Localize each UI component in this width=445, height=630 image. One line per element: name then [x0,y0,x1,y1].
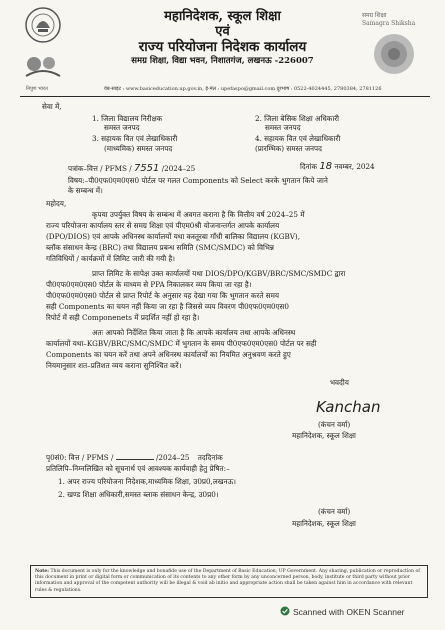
address-item-2-sub: समस्त जनपद [265,123,301,132]
header-contact: वेब-साइट : www.basiceducation.up.gov.in, ई-मेल : upefaspo@gmail.com दूरभाष : 0522-4024445, 2780384, 2781126 [104,86,382,92]
para2-line: रिपोर्ट में सही Componenets में प्रदर्शित नहीं हो रहा है। [46,313,200,322]
para1-line: ब्लॉक संसाधन केन्द्र (BRC) तथा विद्यालय प्रबन्ध समिति (SMC/SMDC) को विभिन्न [46,243,274,252]
para1-line: (DPO/DIOS) एवं आपके अधिनस्थ कार्यालयों यथा कस्तूरबा गाँधी बालिका विद्यालय (KGBV), [46,232,301,241]
address-item-2: 2. जिला बेसिक शिक्षा अधिकारी [255,114,339,123]
copy-number-blank [116,459,154,460]
footer-note-text: This document is only for the knowledge and bonafide use of the Department of Basic Education, UP Government. Any sharing, publication or reproduction of this document in print or digital form or communication of its contents to any other form by any unconcerned person, body, institute or third party without prior information and approval of the competent authority will be illegal & void ab initio and appropriate action shall be taken against him in accordance with relevant rules & regulations. [35,569,420,593]
para1-line: राज्य परियोजना कार्यालय स्तर से समग्र शिक्षा एवं पीएम0श्री योजनान्तर्गत आपके कार्यालय [46,221,280,230]
subject-line-1: विषय:–पी0एफ0एम0एस0 पोर्टल पर गलत Components को Select करके भुगतान किये जाने [68,176,328,185]
para3-line: Components का चयन करें तथा अपने अधिनस्थ कार्यालयों का नियमित अनुश्रवण करते हुए [46,350,291,359]
para1-line: कृपया उपर्युक्त विषय के सम्बन्ध में अवगत कराना है कि वित्तीय वर्ष 2024–25 में [92,210,305,219]
signature1-title: महानिदेशक, स्कूल शिक्षा [292,431,356,440]
letter-date-label: दिनांक [300,162,318,171]
copy-number-suffix: /2024–25 [156,453,190,462]
footer-note [30,565,428,598]
para3-line: नियमानुसार शत–प्रतिशत व्यय कराना सुनिश्चित करें। [46,361,182,370]
handwritten-signature: Kanchan [316,398,381,416]
copy-number [46,453,223,463]
letter-number-prefix: पत्रांक–वित्त / PFMS / [68,164,132,173]
subject-line-2: के सम्बन्ध में। [68,186,103,195]
copy-intro: प्रतिलिपि–निम्नलिखित को सूचनार्थ एवं आवश्यक कार्यवाही हेतु प्रेषित:– [46,464,230,473]
letter-date-rest: नवम्बर, 2024 [334,162,375,171]
signature2-name: (कंचन वर्मा) [318,507,351,516]
header-address: समग्र शिक्षा, विद्या भवन, निशातगंज, लखनऊ -226007 [131,56,314,66]
signature1-name: (कंचन वर्मा) [318,420,351,429]
para3-line: अतः आपको निर्देशित किया जाता है कि आपके कार्यालय तथा आपके अधिनस्थ [92,328,296,337]
scanner-label: Scanned with OKEN Scanner [293,607,405,617]
copy-date-label: तददिनांक [197,453,223,462]
signature2-title: महानिदेशक, स्कूल शिक्षा [292,519,356,528]
samagra-shiksha-logo-icon [370,30,418,78]
footer-note-label: Note: [35,569,50,574]
right-logo-text-1: समग्र शिक्षा [362,12,387,19]
copy-item-2: 2. खण्ड शिक्षा अधिकारी,समस्त ब्लाक संसाधन केन्द्र, उ0प्र0। [58,490,219,499]
right-logo-text-2: Samagra Shiksha [362,20,416,27]
closing: भवदीय [330,378,349,387]
letter-date-hand: 18 [319,161,333,172]
header-line-1: महानिदेशक, स्कूल शिक्षा [164,9,281,24]
scanner-check-icon [280,606,290,616]
address-item-4: 4. सहायक वित एवं लेखाधिकारी [255,134,341,143]
right-logo-text [362,12,415,28]
address-item-4-sub: (प्रारम्भिक) समस्त जनपद [255,144,322,153]
header-line-2: एवं [215,24,230,39]
letter-number [68,164,195,174]
para2-line: प्राप्त लिमिट के सापेक्ष उक्त कार्यालयों यथा DIOS/DPO/KGBV/BRC/SMC/SMDC द्वारा [92,269,346,278]
para2-line: पी0एफ0एम0एस0 पोर्टल से प्राप्त रिपोर्ट के अनुसार यह देखा गया कि भुगतान करते समय [46,291,280,300]
address-label: सेवा में, [42,102,62,111]
copy-number-prefix: पृ0सं0: वित्त / PFMS / [46,453,114,462]
copy-item-1: 1. अपर राज्य परियोजना निदेशक,माध्यमिक शिक्षा, उ0प्र0,लखनऊ। [58,477,236,486]
para1-line: गतिविधियों / कार्यक्रमों में लिमिट जारी की गयी है। [46,254,175,263]
para2-line: सही Components का चयन नहीं किया जा रहा है जिससे व्यय विवरण पी0एफ0एम0एस0 [46,302,289,311]
address-item-1-sub: समस्त जनपद [104,123,140,132]
address-item-1: 1. जिला विद्यालय निरीक्षक [92,114,163,123]
salutation: महोदय, [46,199,67,208]
header-rule [20,96,430,97]
letter-date [300,162,375,172]
left-logo-caption: निपुण भारत [26,86,48,92]
para3-line: कार्यालयों यथा–KGBV/BRC/SMC/SMDC में भुगतान के समय पी0एफ0एम0एस0 पोर्टल पर सही [46,339,317,348]
header-line-3: राज्य परियोजना निदेशक कार्यालय [138,39,307,55]
letter-number-hand: 7551 [133,163,160,174]
address-item-3: 3. सहायक वित एवं लेखाधिकारी [92,134,178,143]
para2-line: पी0एफ0एम0एस0 पोर्टल के माध्यम से PPA निकालकर व्यय किया जा रहा है। [46,280,252,289]
letter-number-suffix: /2024–25 [161,164,196,173]
address-item-3-sub: (माध्यमिक) समस्त जनपद [104,144,173,153]
